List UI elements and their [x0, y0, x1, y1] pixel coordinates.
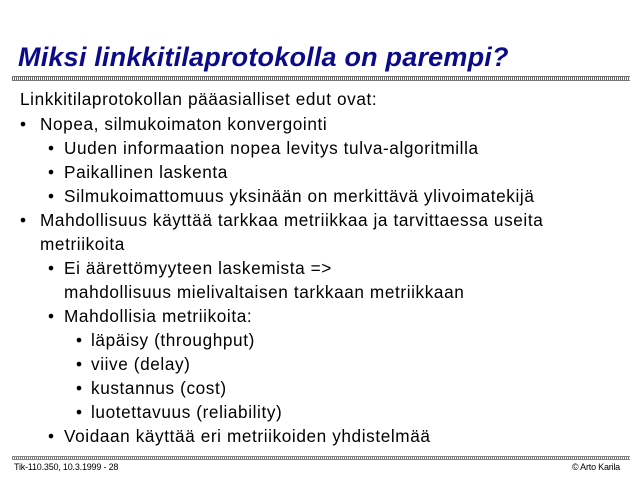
intro-text: Linkkitilaprotokollan pääasialliset edut ovat: [20, 89, 378, 109]
list-item: viive (delay) [91, 354, 191, 374]
list-item-continuation: mahdollisuus mielivaltaisen tarkkaan metriikkaan [64, 282, 465, 302]
bullet-icon: • [48, 138, 55, 158]
list-item: Nopea, silmukoimaton konvergointi [40, 114, 328, 134]
list-item: läpäisy (throughput) [91, 330, 255, 350]
title-divider [12, 76, 630, 81]
bullet-icon: • [48, 258, 55, 278]
list-item: Uuden informaation nopea levitys tulva-algoritmilla [64, 138, 479, 158]
footer-course-info: Tik-110.350, 10.3.1999 - 28 [14, 462, 119, 472]
list-item: Silmukoimattomuus yksinään on merkittävä ylivoimatekijä [64, 186, 535, 206]
list-item: luotettavuus (reliability) [91, 402, 283, 422]
bullet-icon: • [48, 162, 55, 182]
list-item: Paikallinen laskenta [64, 162, 228, 182]
bullet-icon: • [20, 210, 27, 230]
footer-copyright: © Arto Karila [571, 462, 620, 472]
bullet-icon: • [20, 114, 27, 134]
footer-divider [12, 456, 630, 460]
list-item: Ei äärettömyyteen laskemista => [64, 258, 332, 278]
bullet-icon: • [48, 186, 55, 206]
list-item: kustannus (cost) [91, 378, 227, 398]
bullet-icon: • [76, 330, 83, 350]
bullet-icon: • [48, 306, 55, 326]
slide-title: Miksi linkkitilaprotokolla on parempi? [18, 42, 509, 72]
bullet-icon: • [76, 354, 83, 374]
list-item-continuation: metriikoita [40, 234, 125, 254]
list-item: Mahdollisuus käyttää tarkkaa metriikkaa ja tarvittaessa useita [40, 210, 544, 230]
bullet-icon: • [76, 378, 83, 398]
list-item: Voidaan käyttää eri metriikoiden yhdistelmää [64, 426, 431, 446]
bullet-icon: • [48, 426, 55, 446]
list-item: Mahdollisia metriikoita: [64, 306, 253, 326]
bullet-icon: • [76, 402, 83, 422]
